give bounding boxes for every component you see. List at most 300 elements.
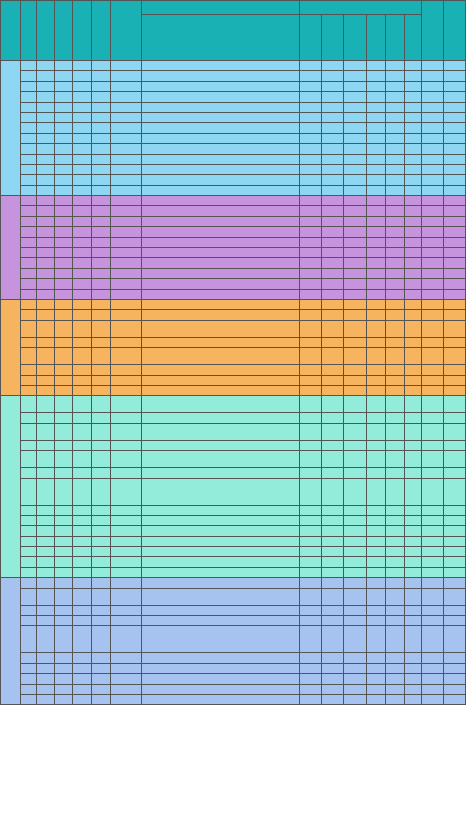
table-cell (55, 123, 73, 133)
table-cell (91, 320, 111, 337)
table-row (1, 206, 466, 216)
table-cell (300, 478, 322, 505)
table-cell (111, 133, 141, 143)
table-cell (72, 567, 91, 577)
table-cell (366, 92, 385, 102)
table-cell (366, 451, 385, 468)
table-cell (300, 557, 322, 567)
table-row (1, 196, 466, 206)
table-cell (322, 112, 344, 122)
table-cell (37, 289, 55, 299)
table-cell (385, 557, 405, 567)
table-cell (444, 547, 466, 557)
table-cell (72, 112, 91, 122)
table-cell (300, 653, 322, 663)
table-cell (405, 547, 422, 557)
table-cell (343, 81, 366, 91)
table-cell (444, 154, 466, 164)
table-cell (37, 536, 55, 546)
table-cell (444, 605, 466, 615)
table-cell (343, 375, 366, 385)
table-cell (37, 653, 55, 663)
col-plan-dance (405, 15, 422, 61)
major-name-cell (141, 674, 299, 684)
table-cell (111, 365, 141, 375)
table-cell (422, 337, 444, 347)
table-cell (300, 413, 322, 423)
table-cell (37, 505, 55, 515)
table-cell (444, 112, 466, 122)
table-cell (405, 413, 422, 423)
table-cell (55, 674, 73, 684)
table-cell (72, 92, 91, 102)
table-cell (444, 663, 466, 673)
table-cell (366, 123, 385, 133)
col-code-hist (37, 1, 55, 61)
table-cell (343, 337, 366, 347)
table-cell (111, 588, 141, 605)
table-cell (91, 123, 111, 133)
table-cell (20, 92, 37, 102)
table-cell (55, 61, 73, 71)
table-cell (55, 451, 73, 468)
table-cell (37, 515, 55, 525)
table-cell (300, 268, 322, 278)
table-cell (55, 206, 73, 216)
table-cell (422, 653, 444, 663)
table-cell (72, 440, 91, 450)
table-cell (20, 216, 37, 226)
table-cell (37, 310, 55, 320)
major-name-cell (141, 144, 299, 154)
table-cell (405, 440, 422, 450)
table-cell (385, 423, 405, 440)
table-cell (366, 102, 385, 112)
table-cell (300, 175, 322, 185)
table-row (1, 385, 466, 395)
table-cell (343, 385, 366, 395)
table-cell (444, 413, 466, 423)
table-cell (91, 206, 111, 216)
table-cell (405, 206, 422, 216)
table-cell (37, 616, 55, 626)
table-cell (422, 396, 444, 413)
table-cell (72, 248, 91, 258)
table-row (1, 289, 466, 299)
table-cell (322, 185, 344, 195)
table-cell (366, 505, 385, 515)
table-cell (111, 227, 141, 237)
table-cell (444, 196, 466, 206)
table-cell (72, 185, 91, 195)
major-name-cell (141, 196, 299, 206)
table-cell (322, 92, 344, 102)
table-cell (20, 413, 37, 423)
table-cell (385, 451, 405, 468)
col-fee (444, 1, 466, 61)
table-cell (405, 385, 422, 395)
table-cell (55, 605, 73, 615)
table-cell (405, 81, 422, 91)
table-row (1, 112, 466, 122)
table-cell (405, 616, 422, 626)
table-cell (366, 653, 385, 663)
table-row (1, 216, 466, 226)
table-cell (37, 396, 55, 413)
college-name (1, 578, 21, 705)
table-row (1, 694, 466, 704)
table-row (1, 227, 466, 237)
table-cell (300, 348, 322, 365)
table-cell (37, 348, 55, 365)
table-cell (300, 133, 322, 143)
table-cell (366, 478, 385, 505)
table-cell (91, 237, 111, 247)
table-cell (20, 684, 37, 694)
table-cell (405, 102, 422, 112)
table-cell (300, 674, 322, 684)
table-cell (422, 385, 444, 395)
table-cell (91, 258, 111, 268)
table-cell (343, 505, 366, 515)
table-cell (111, 653, 141, 663)
col-college (1, 1, 21, 61)
table-cell (72, 237, 91, 247)
table-cell (322, 71, 344, 81)
table-cell (444, 123, 466, 133)
major-name-cell (141, 185, 299, 195)
table-cell (72, 478, 91, 505)
table-cell (20, 423, 37, 440)
table-cell (55, 237, 73, 247)
table-cell (300, 185, 322, 195)
table-cell (37, 175, 55, 185)
major-name-cell (141, 237, 299, 247)
table-cell (385, 112, 405, 122)
table-cell (366, 71, 385, 81)
table-cell (300, 310, 322, 320)
table-cell (20, 81, 37, 91)
table-cell (444, 451, 466, 468)
table-cell (422, 413, 444, 423)
table-row (1, 365, 466, 375)
table-cell (55, 505, 73, 515)
table-cell (405, 154, 422, 164)
table-cell (300, 578, 322, 588)
major-name-cell (141, 375, 299, 385)
table-cell (422, 348, 444, 365)
major-name-cell (141, 348, 299, 365)
table-cell (91, 144, 111, 154)
table-cell (322, 248, 344, 258)
table-cell (385, 175, 405, 185)
table-cell (343, 196, 366, 206)
table-row (1, 71, 466, 81)
table-cell (385, 468, 405, 478)
table-cell (444, 61, 466, 71)
table-cell (385, 515, 405, 525)
table-cell (91, 310, 111, 320)
table-cell (422, 268, 444, 278)
table-cell (322, 557, 344, 567)
table-cell (444, 92, 466, 102)
table-cell (91, 196, 111, 206)
table-cell (444, 616, 466, 626)
table-row (1, 515, 466, 525)
table-cell (343, 279, 366, 289)
table-cell (343, 547, 366, 557)
table-cell (385, 268, 405, 278)
major-name-cell (141, 268, 299, 278)
table-cell (322, 196, 344, 206)
table-cell (37, 440, 55, 450)
table-cell (385, 396, 405, 413)
table-row (1, 320, 466, 337)
table-cell (300, 71, 322, 81)
table-row (1, 547, 466, 557)
table-cell (72, 310, 91, 320)
table-cell (111, 375, 141, 385)
table-row (1, 396, 466, 413)
table-cell (55, 112, 73, 122)
table-cell (72, 268, 91, 278)
table-cell (422, 279, 444, 289)
table-cell (111, 279, 141, 289)
table-cell (343, 237, 366, 247)
table-cell (20, 588, 37, 605)
table-cell (444, 478, 466, 505)
table-cell (322, 588, 344, 605)
table-cell (343, 588, 366, 605)
table-cell (322, 605, 344, 615)
table-cell (55, 196, 73, 206)
table-cell (72, 396, 91, 413)
table-cell (91, 185, 111, 195)
table-cell (322, 102, 344, 112)
table-cell (322, 515, 344, 525)
table-cell (343, 320, 366, 337)
table-cell (72, 547, 91, 557)
table-cell (422, 440, 444, 450)
table-cell (55, 385, 73, 395)
table-cell (385, 196, 405, 206)
table-cell (20, 112, 37, 122)
table-cell (72, 557, 91, 567)
table-cell (37, 337, 55, 347)
table-cell (55, 320, 73, 337)
table-cell (405, 567, 422, 577)
table-cell (444, 567, 466, 577)
table-cell (366, 112, 385, 122)
major-name-cell (141, 258, 299, 268)
table-cell (322, 348, 344, 365)
table-cell (37, 299, 55, 309)
table-cell (405, 653, 422, 663)
table-cell (343, 653, 366, 663)
table-cell (422, 605, 444, 615)
table-cell (422, 684, 444, 694)
table-cell (405, 365, 422, 375)
table-cell (300, 526, 322, 536)
table-cell (366, 423, 385, 440)
table-cell (405, 279, 422, 289)
table-cell (444, 578, 466, 588)
table-cell (111, 71, 141, 81)
table-cell (37, 578, 55, 588)
table-cell (366, 164, 385, 174)
table-cell (343, 674, 366, 684)
table-cell (91, 663, 111, 673)
table-cell (55, 663, 73, 673)
table-cell (405, 144, 422, 154)
table-cell (20, 227, 37, 237)
table-cell (111, 684, 141, 694)
table-cell (72, 385, 91, 395)
table-cell (300, 289, 322, 299)
table-cell (422, 206, 444, 216)
table-cell (405, 61, 422, 71)
table-cell (385, 81, 405, 91)
table-cell (300, 515, 322, 525)
table-row (1, 578, 466, 588)
table-cell (405, 375, 422, 385)
major-name-cell (141, 92, 299, 102)
table-cell (300, 81, 322, 91)
table-cell (300, 547, 322, 557)
table-cell (366, 663, 385, 673)
col-code-art (91, 1, 111, 61)
major-name-cell (141, 365, 299, 375)
table-cell (91, 547, 111, 557)
table-cell (444, 526, 466, 536)
table-cell (111, 423, 141, 440)
table-cell (111, 175, 141, 185)
table-cell (55, 478, 73, 505)
college-name (1, 396, 21, 578)
table-cell (111, 102, 141, 112)
table-cell (55, 258, 73, 268)
table-cell (405, 423, 422, 440)
table-cell (91, 365, 111, 375)
table-cell (343, 663, 366, 673)
table-cell (322, 396, 344, 413)
table-row (1, 567, 466, 577)
major-name-cell (141, 605, 299, 615)
table-cell (422, 61, 444, 71)
table-cell (405, 310, 422, 320)
table-cell (444, 216, 466, 226)
table-cell (444, 694, 466, 704)
table-cell (405, 663, 422, 673)
table-cell (37, 663, 55, 673)
plan-group-header (300, 1, 422, 15)
table-cell (111, 164, 141, 174)
table-cell (366, 375, 385, 385)
table-cell (91, 396, 111, 413)
col-code-dance (111, 1, 141, 61)
table-cell (300, 258, 322, 268)
table-cell (300, 144, 322, 154)
table-cell (300, 468, 322, 478)
table-cell (300, 567, 322, 577)
table-cell (55, 365, 73, 375)
table-cell (111, 385, 141, 395)
table-cell (444, 248, 466, 258)
table-cell (343, 605, 366, 615)
table-cell (37, 144, 55, 154)
major-name-cell (141, 478, 299, 505)
table-row (1, 164, 466, 174)
table-cell (20, 144, 37, 154)
table-cell (322, 478, 344, 505)
table-cell (343, 227, 366, 237)
table-cell (72, 216, 91, 226)
table-cell (422, 547, 444, 557)
table-cell (111, 92, 141, 102)
table-row (1, 348, 466, 365)
table-cell (385, 694, 405, 704)
table-cell (72, 102, 91, 112)
col-major (141, 15, 299, 61)
table-cell (37, 684, 55, 694)
table-cell (55, 289, 73, 299)
table-cell (366, 299, 385, 309)
major-name-cell (141, 423, 299, 440)
table-cell (111, 237, 141, 247)
table-cell (343, 478, 366, 505)
table-row (1, 92, 466, 102)
major-name-cell (141, 81, 299, 91)
table-cell (20, 694, 37, 704)
table-cell (366, 616, 385, 626)
table-cell (322, 626, 344, 653)
table-cell (422, 536, 444, 546)
table-cell (385, 663, 405, 673)
table-cell (343, 567, 366, 577)
table-cell (444, 279, 466, 289)
table-cell (37, 375, 55, 385)
table-cell (322, 468, 344, 478)
table-cell (385, 299, 405, 309)
table-cell (20, 515, 37, 525)
table-cell (343, 451, 366, 468)
table-cell (300, 337, 322, 347)
table-row (1, 133, 466, 143)
table-cell (91, 216, 111, 226)
table-cell (366, 320, 385, 337)
table-cell (385, 626, 405, 653)
table-cell (300, 112, 322, 122)
table-cell (111, 536, 141, 546)
table-cell (322, 694, 344, 704)
table-cell (444, 557, 466, 567)
table-cell (300, 196, 322, 206)
major-name-cell (141, 133, 299, 143)
table-cell (37, 123, 55, 133)
table-cell (343, 71, 366, 81)
table-cell (444, 227, 466, 237)
table-cell (111, 515, 141, 525)
table-cell (37, 258, 55, 268)
table-cell (366, 526, 385, 536)
table-cell (422, 663, 444, 673)
table-cell (405, 684, 422, 694)
table-row (1, 557, 466, 567)
table-cell (20, 320, 37, 337)
table-cell (422, 588, 444, 605)
table-cell (366, 557, 385, 567)
table-cell (444, 365, 466, 375)
